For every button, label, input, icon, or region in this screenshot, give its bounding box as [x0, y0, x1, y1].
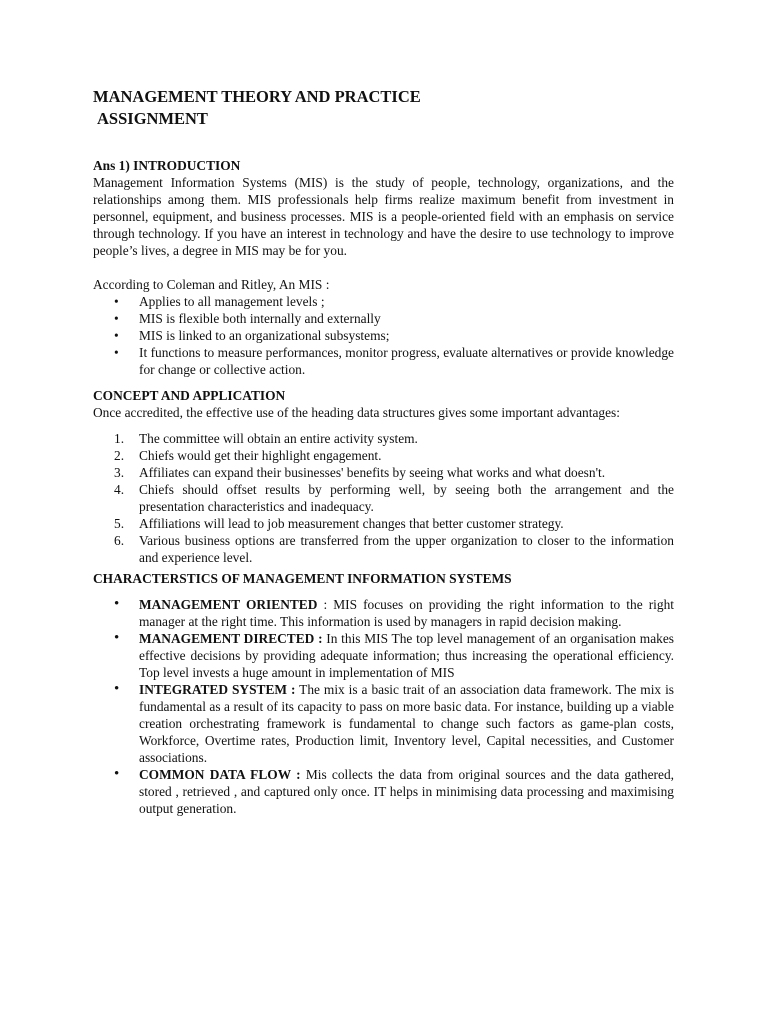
document-title-line-2: ASSIGNMENT — [97, 109, 208, 128]
list-item — [93, 532, 674, 566]
list-number: 4. — [114, 482, 125, 497]
spacer — [93, 587, 674, 596]
list-item-text: MIS is flexible both internally and externally — [139, 311, 381, 326]
characteristic-term: MANAGEMENT DIRECTED : — [139, 631, 323, 646]
list-item — [93, 293, 674, 310]
spacer — [93, 378, 674, 387]
list-item-text: Affiliations will lead to job measurement changes that better customer strategy. — [139, 516, 564, 531]
bullet-icon: • — [114, 681, 120, 697]
characteristic-text: In this MIS The top level management of an organisation makes effective decisions by providing adequate information; thus increasing the operational efficiency. Top level invests a huge amount in implementation of MIS — [139, 631, 674, 680]
list-item — [93, 430, 674, 447]
document-body — [93, 86, 674, 817]
coleman-intro: According to Coleman and Ritley, An MIS : — [93, 277, 330, 292]
list-number: 3. — [114, 465, 125, 480]
bullet-icon: • — [114, 311, 119, 326]
list-item-text: Chiefs should offset results by performing well, by seeing both the arrangement and the presentation characteristics and inadequacy. — [139, 482, 674, 514]
spacer — [93, 421, 674, 430]
document-title-line-1: MANAGEMENT THEORY AND PRACTICE — [93, 87, 421, 106]
bullet-icon: • — [114, 328, 119, 343]
coleman-bullet-list — [93, 293, 674, 378]
list-item-text: Applies to all management levels ; — [139, 294, 325, 309]
list-number: 1. — [114, 431, 125, 446]
intro-paragraph: Management Information Systems (MIS) is the study of people, technology, organizations, and the relationships among them. MIS professionals help firms realize maximum benefit from investment in personnel, equipment, and business processes. MIS is a people-oriented field with an emphasis on service through technology. If you have an interest in technology and have the desire to use technology to improve people’s lives, a degree in MIS may be for you. — [93, 175, 674, 258]
list-item — [93, 464, 674, 481]
concept-numbered-list — [93, 430, 674, 566]
bullet-icon: • — [114, 345, 119, 360]
bullet-icon: • — [114, 596, 120, 612]
list-item-text: Various business options are transferred from the upper organization to closer to the information and experience level. — [139, 533, 674, 565]
characteristic-text: The mix is a basic trait of an association data framework. The mix is fundamental as a result of its capacity to pass on more basic data. For instance, building up a viable creation orchestrating framework is fundamental to change such factors as game-plan costs, Workforce, Overtime rates, Production limit, Inventory level, Capital necessities, and Customer associations. — [139, 682, 675, 765]
list-number: 6. — [114, 533, 125, 548]
spacer — [93, 130, 674, 157]
characteristic-text: Mis collects the data from original sources and the data gathered, stored , retrieved , and captured only once. IT helps in minimising data processing and maximising output generation. — [139, 767, 675, 816]
characteristics-heading: CHARACTERSTICS OF MANAGEMENT INFORMATION SYSTEMS — [93, 571, 512, 586]
intro-heading: Ans 1) INTRODUCTION — [93, 158, 241, 173]
characteristic-text: : MIS focuses on providing the right information to the right manager at the right time. This information is used by managers in rapid decision making. — [139, 597, 674, 629]
list-number: 2. — [114, 448, 125, 463]
bullet-icon: • — [114, 630, 120, 646]
list-item — [93, 681, 674, 766]
list-item-text: Affiliates can expand their businesses' benefits by seeing what works and what doesn't. — [139, 465, 606, 480]
list-item-text: The committee will obtain an entire activity system. — [139, 431, 418, 446]
characteristics-list — [93, 596, 674, 817]
list-item — [93, 327, 674, 344]
list-item-text: Chiefs would get their highlight engagement. — [139, 448, 382, 463]
list-item — [93, 447, 674, 464]
spacer — [93, 259, 674, 276]
list-item — [93, 481, 674, 515]
concept-heading: CONCEPT AND APPLICATION — [93, 388, 286, 403]
list-number: 5. — [114, 516, 125, 531]
characteristic-term: INTEGRATED SYSTEM : — [139, 682, 296, 697]
list-item — [93, 515, 674, 532]
bullet-icon: • — [114, 766, 120, 782]
list-item-text: It functions to measure performances, monitor progress, evaluate alternatives or provide knowledge for change or collective action. — [139, 345, 674, 377]
characteristic-term: COMMON DATA FLOW : — [139, 767, 301, 782]
list-item — [93, 310, 674, 327]
concept-paragraph: Once accredited, the effective use of the heading data structures gives some important advantages: — [93, 405, 620, 420]
bullet-icon: • — [114, 294, 119, 309]
list-item — [93, 596, 674, 630]
list-item — [93, 630, 674, 681]
list-item — [93, 766, 674, 817]
list-item — [93, 344, 674, 378]
characteristic-term: MANAGEMENT ORIENTED — [139, 597, 318, 612]
list-item-text: MIS is linked to an organizational subsystems; — [139, 328, 390, 343]
